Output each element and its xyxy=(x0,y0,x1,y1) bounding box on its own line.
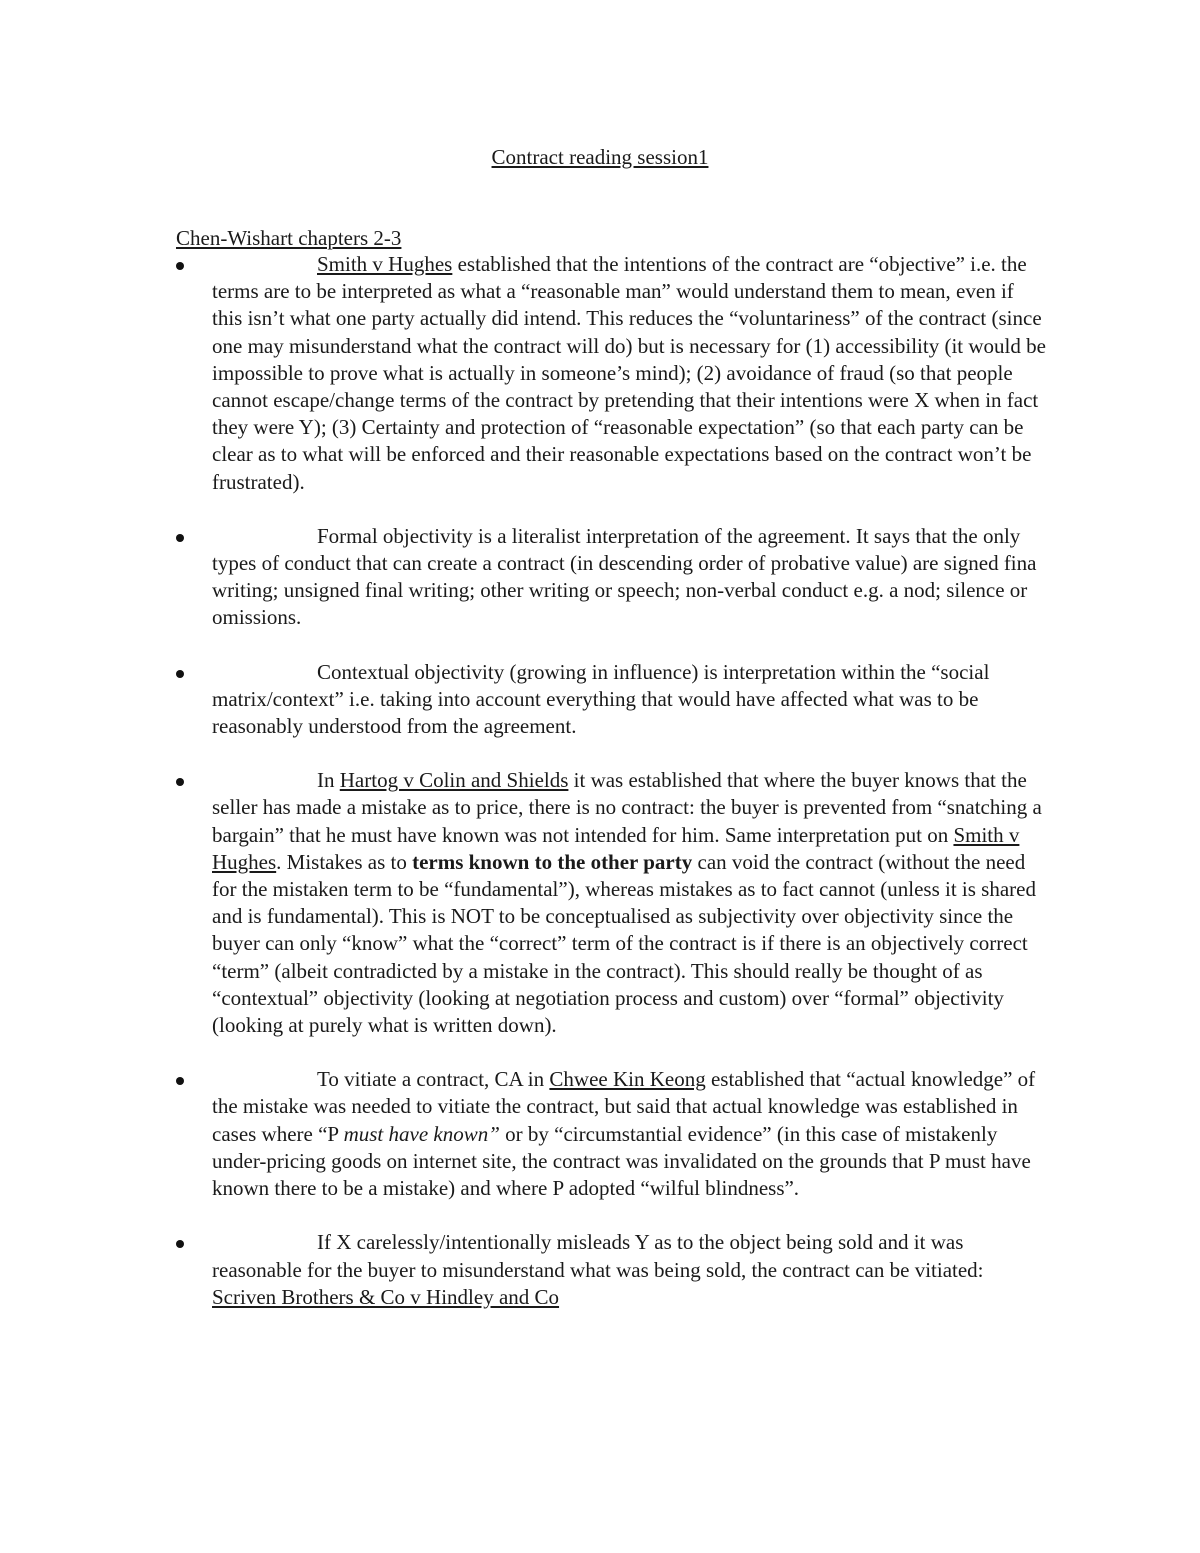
bullet-text-segment: If X carelessly/intentionally misleads Y as to the object being sold and it was reasonable for the buyer to misunderstand what was being sold, the contract can be vitiated: xyxy=(212,1230,984,1282)
document-title: Contract reading session1 xyxy=(491,145,709,169)
bullet-text-segment: it was established that where the buyer knows that the seller has made a mistake as to price, there is no contract: the buyer is prevented from “snatching a bargain” that he must have known was not intended for him. Same interpretation put on xyxy=(212,768,1042,847)
bullet-text xyxy=(212,252,1046,494)
bullet-text-segment: To vitiate a contract, CA in xyxy=(317,1067,550,1092)
bullet-icon xyxy=(176,670,184,678)
bullet-list xyxy=(176,251,1046,1338)
italic-phrase: must have known” xyxy=(343,1121,500,1146)
case-name: Smith v Hughes xyxy=(212,822,1020,874)
bullet-icon xyxy=(176,534,184,542)
list-item xyxy=(176,251,1046,496)
list-item xyxy=(176,1066,1046,1202)
bullet-text xyxy=(212,768,1042,1037)
bullet-text xyxy=(212,524,1036,630)
case-name: Hartog v Colin and Shields xyxy=(339,768,569,793)
case-name: Chwee Kin Keong xyxy=(549,1067,706,1092)
bullet-text-segment: or by “circumstantial evidence” (in this case of mistakenly under-pricing goods on internet site, the contract was invalidated on the grounds that P must have known there to be a mistake) and where P adopted “wilful blindness”. xyxy=(212,1121,1031,1201)
bullet-text-segment: Formal objectivity is a literalist interpretation of the agreement. It says that the only types of conduct that can create a contract (in descending order of probative value) are signed fina writing; unsigned final writing; other writing or speech; non-verbal conduct e.g. a nod; silence or omissions. xyxy=(212,523,1037,630)
bullet-text-segment: . Mistakes as to xyxy=(276,849,413,874)
section-heading: Chen-Wishart chapters 2-3 xyxy=(176,226,402,250)
list-item xyxy=(176,1229,1046,1311)
bullet-icon xyxy=(176,778,184,786)
case-name: Smith v Hughes xyxy=(317,252,453,276)
bullet-text-segment: established that “actual knowledge” of the mistake was needed to vitiate the contract, but said that actual knowledge was established in cases where “P xyxy=(212,1067,1036,1146)
bullet-text-segment: established that the intentions of the contract are “objective” i.e. the terms are to be interpreted as what a “reasonable man” would understand them to mean, even if this isn’t what one party actually did intend. This reduces the “voluntariness” of the contract (since one may misunderstand what the contract will do) but is necessary for (1) accessibility (it would be impossible to prove what is actually in someone’s mind); (2) avoidance of fraud (so that people cannot escape/change terms of the contract by pretending that their intentions were X when in fact they were Y); (3) Certainty and protection of “reasonable expectation” (so that each party can be clear as to what will be enforced and their reasonable expectations based on the contract won’t be frustrated). xyxy=(212,252,1046,494)
bullet-text xyxy=(212,660,989,738)
bullet-text-segment: can void the contract (without the need for the mistaken term to be “fundamental”), whereas mistakes as to fact cannot (unless it is shared and is fundamental). This is NOT to be conceptualised as subjectivity over objectivity since the buyer can only “know” what the “correct” term of the contract is if there is an objectively correct “term” (albeit contradicted by a mistake in the contract). This should really be thought of as “contextual” objectivity (looking at negotiation process and custom) over “formal” objectivity (looking at purely what is written down). xyxy=(212,849,1036,1038)
bullet-icon xyxy=(176,262,184,270)
bullet-text xyxy=(212,1067,1035,1200)
bullet-icon xyxy=(176,1240,184,1248)
bullet-text xyxy=(212,1230,984,1308)
list-item xyxy=(176,767,1046,1039)
list-item xyxy=(176,523,1046,632)
bullet-text-segment: Contextual objectivity (growing in influence) is interpretation within the “social matrix/context” i.e. taking into account everything that would have affected what was to be reasonably understood from the agreement. xyxy=(212,659,990,739)
bullet-text-segment: In xyxy=(317,768,340,793)
bullet-icon xyxy=(176,1077,184,1085)
list-item xyxy=(176,659,1046,741)
bold-phrase: terms known to the other party xyxy=(412,849,693,874)
case-name: Scriven Brothers & Co v Hindley and Co xyxy=(212,1284,560,1309)
